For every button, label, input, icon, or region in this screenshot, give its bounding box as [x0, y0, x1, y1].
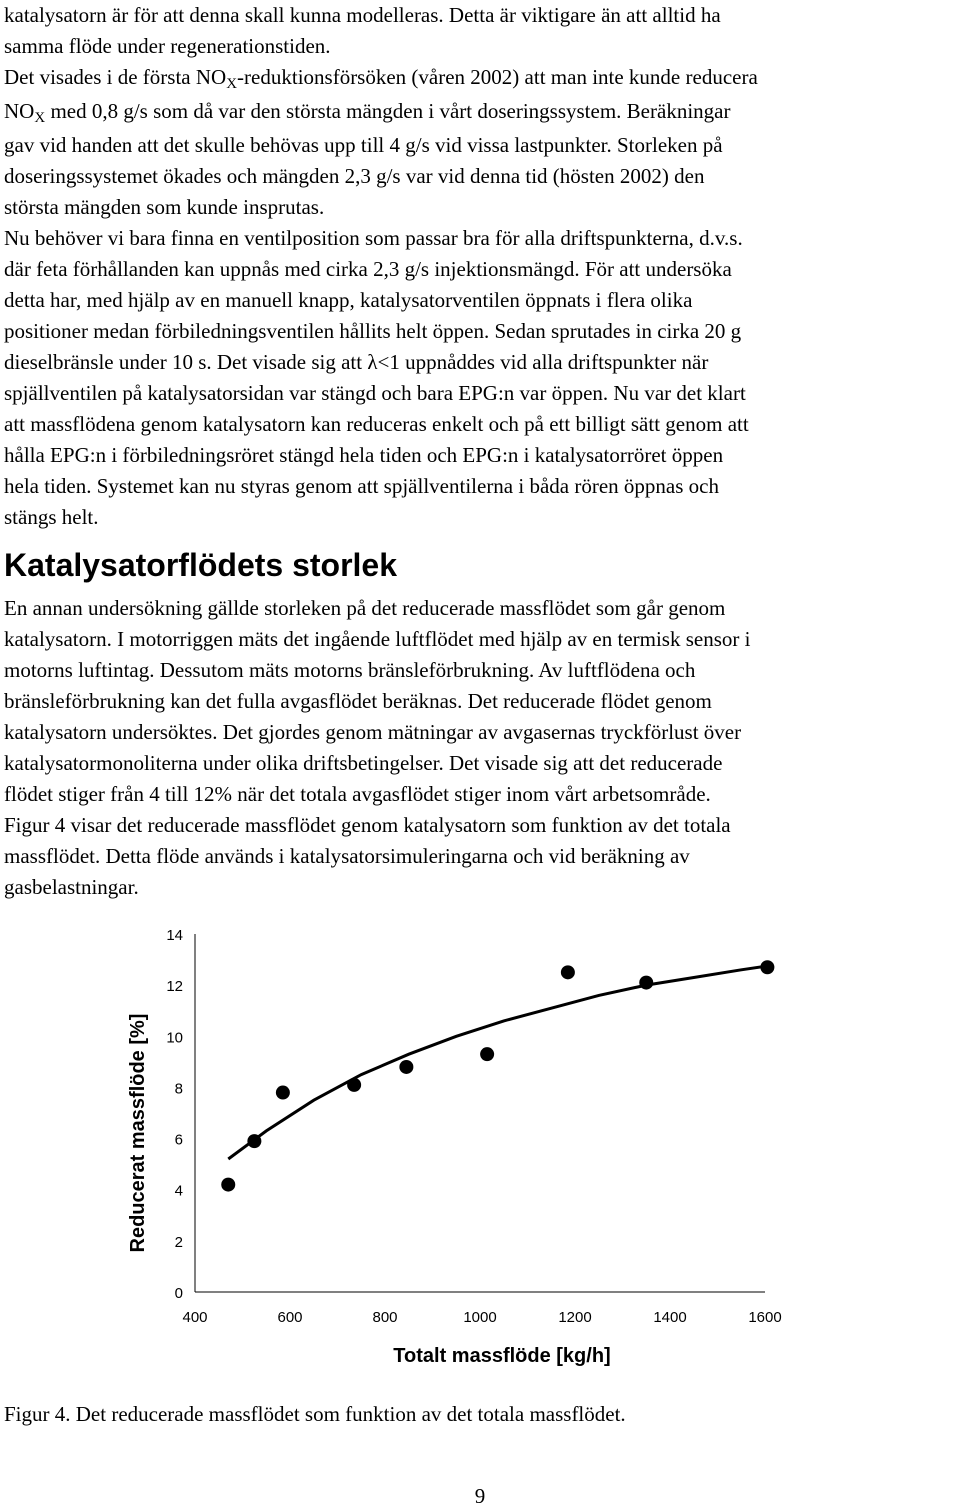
subscript-x: X — [226, 76, 238, 92]
text-line: samma flöde under regenerationstiden. — [4, 34, 331, 58]
section-heading: Katalysatorflödets storlek — [4, 547, 398, 583]
data-point — [399, 1060, 413, 1074]
y-tick-label: 8 — [174, 1080, 183, 1098]
text-line: dieselbränsle under 10 s. Det visade sig att λ<1 uppnåddes vid alla driftspunkter när — [4, 350, 709, 374]
data-point — [247, 1134, 261, 1148]
text-fragment: Det visades i de första NO — [4, 65, 227, 89]
y-tick-label: 2 — [174, 1233, 183, 1251]
y-tick-label: 12 — [166, 978, 183, 996]
data-point — [639, 976, 653, 990]
text-line: massflödet. Detta flöde används i katalysatorsimuleringarna och vid beräkning av — [4, 844, 690, 868]
text-line: motorns luftintag. Dessutom mäts motorns bränsleförbrukning. Av luftflödena och — [4, 658, 696, 682]
text-line: doseringssystemet ökades och mängden 2,3 g/s var vid denna tid (hösten 2002) den — [4, 164, 705, 188]
text-line: största mängden som kunde insprutas. — [4, 195, 325, 219]
data-point — [760, 960, 774, 974]
text-line: stängs helt. — [4, 505, 99, 529]
x-tick-label: 800 — [372, 1309, 398, 1326]
y-tick-label: 14 — [166, 927, 183, 944]
text-line: gav vid handen att det skulle behövas upp till 4 g/s vid vissa lastpunkter. Storleken på — [4, 133, 723, 157]
text-line: där feta förhållanden kan uppnås med cirka 2,3 g/s injektionsmängd. För att undersöka — [4, 257, 732, 281]
data-point — [276, 1086, 290, 1100]
text-line: hela tiden. Systemet kan nu styras genom att spjällventilerna i båda rören öppnas och — [4, 474, 719, 498]
text-line: hålla EPG:n i förbiledningsröret stängd hela tiden och EPG:n i katalysatorröret öppen — [4, 443, 724, 467]
text-line: Figur 4 visar det reducerade massflödet genom katalysatorn som funktion av det totala — [4, 813, 731, 837]
x-tick-label: 1600 — [748, 1309, 782, 1326]
text-line: Nu behöver vi bara finna en ventilposition som passar bra för alla driftspunkterna, d.v.s. — [4, 226, 743, 250]
text-fragment: NO — [4, 99, 35, 123]
data-point — [221, 1178, 235, 1192]
text-line: katalysatormonoliterna under olika driftsbetingelser. Det visade sig att det reducerade — [4, 751, 723, 775]
paragraph-massflow — [4, 593, 958, 903]
text-line: spjällventilen på katalysatorsidan var stängd och bara EPG:n var öppen. Nu var det klart — [4, 381, 746, 405]
x-tick-label: 1200 — [558, 1309, 592, 1326]
chart-axes — [195, 934, 765, 1292]
y-axis-label: Reducerat massflöde [%] — [127, 1013, 149, 1253]
x-tick-label: 400 — [182, 1309, 208, 1326]
figure-caption: Figur 4. Det reducerade massflödet som funktion av det totala massflödet. — [4, 1402, 626, 1426]
data-points — [221, 960, 774, 1191]
x-tick-labels — [182, 1309, 781, 1326]
trend-line — [228, 966, 767, 1159]
x-tick-label: 600 — [277, 1309, 303, 1326]
y-tick-label: 4 — [174, 1182, 183, 1200]
data-point — [561, 965, 575, 979]
paragraph-regeneration — [4, 0, 958, 533]
text-line: En annan undersökning gällde storleken på det reducerade massflödet som går genom — [4, 596, 726, 620]
text-fragment: med 0,8 g/s som då var den största mängden i vårt doseringssystem. Beräkningar — [45, 99, 731, 123]
y-tick-label: 6 — [174, 1131, 183, 1149]
text-line: positioner medan förbiledningsventilen hållits helt öppen. Sedan sprutades in cirka 20 g — [4, 319, 742, 343]
text-line: katalysatorn undersöktes. Det gjordes genom mätningar av avgasernas tryckförlust över — [4, 720, 742, 744]
text-line: att massflödena genom katalysatorn kan reduceras enkelt och på ett billigt sätt genom att — [4, 412, 749, 436]
text-line: flödet stiger från 4 till 12% när det totala avgasflödet stiger inom vårt arbetsområde. — [4, 782, 711, 806]
text-line: katalysatorn. I motorriggen mäts det ingående luftflödet med hjälp av en termisk sensor i — [4, 627, 751, 651]
x-tick-label: 1000 — [463, 1309, 497, 1326]
text-line: katalysatorn är för att denna skall kunna modelleras. Detta är viktigare än att alltid ha — [4, 3, 721, 27]
text-line — [4, 62, 958, 96]
text-line: detta har, med hjälp av en manuell knapp, katalysatorventilen öppnats i flera olika — [4, 288, 693, 312]
y-tick-label: 10 — [166, 1029, 183, 1047]
data-point — [480, 1047, 494, 1061]
text-line — [4, 96, 958, 130]
subscript-x: X — [34, 110, 46, 126]
text-line: bränsleförbrukning kan det fulla avgasflödet beräknas. Det reducerade flödet genom — [4, 689, 712, 713]
y-tick-label: 0 — [174, 1285, 183, 1302]
page-number: 9 — [474, 1484, 486, 1508]
y-tick-labels — [166, 927, 183, 1302]
text-fragment: -reduktionsförsöken (våren 2002) att man inte kunde reducera — [237, 65, 758, 89]
x-axis-label: Totalt massflöde [kg/h] — [393, 1345, 611, 1367]
x-tick-label: 1400 — [653, 1309, 687, 1326]
data-point — [347, 1078, 361, 1092]
text-line: gasbelastningar. — [4, 875, 139, 899]
massflow-chart — [0, 910, 960, 1380]
